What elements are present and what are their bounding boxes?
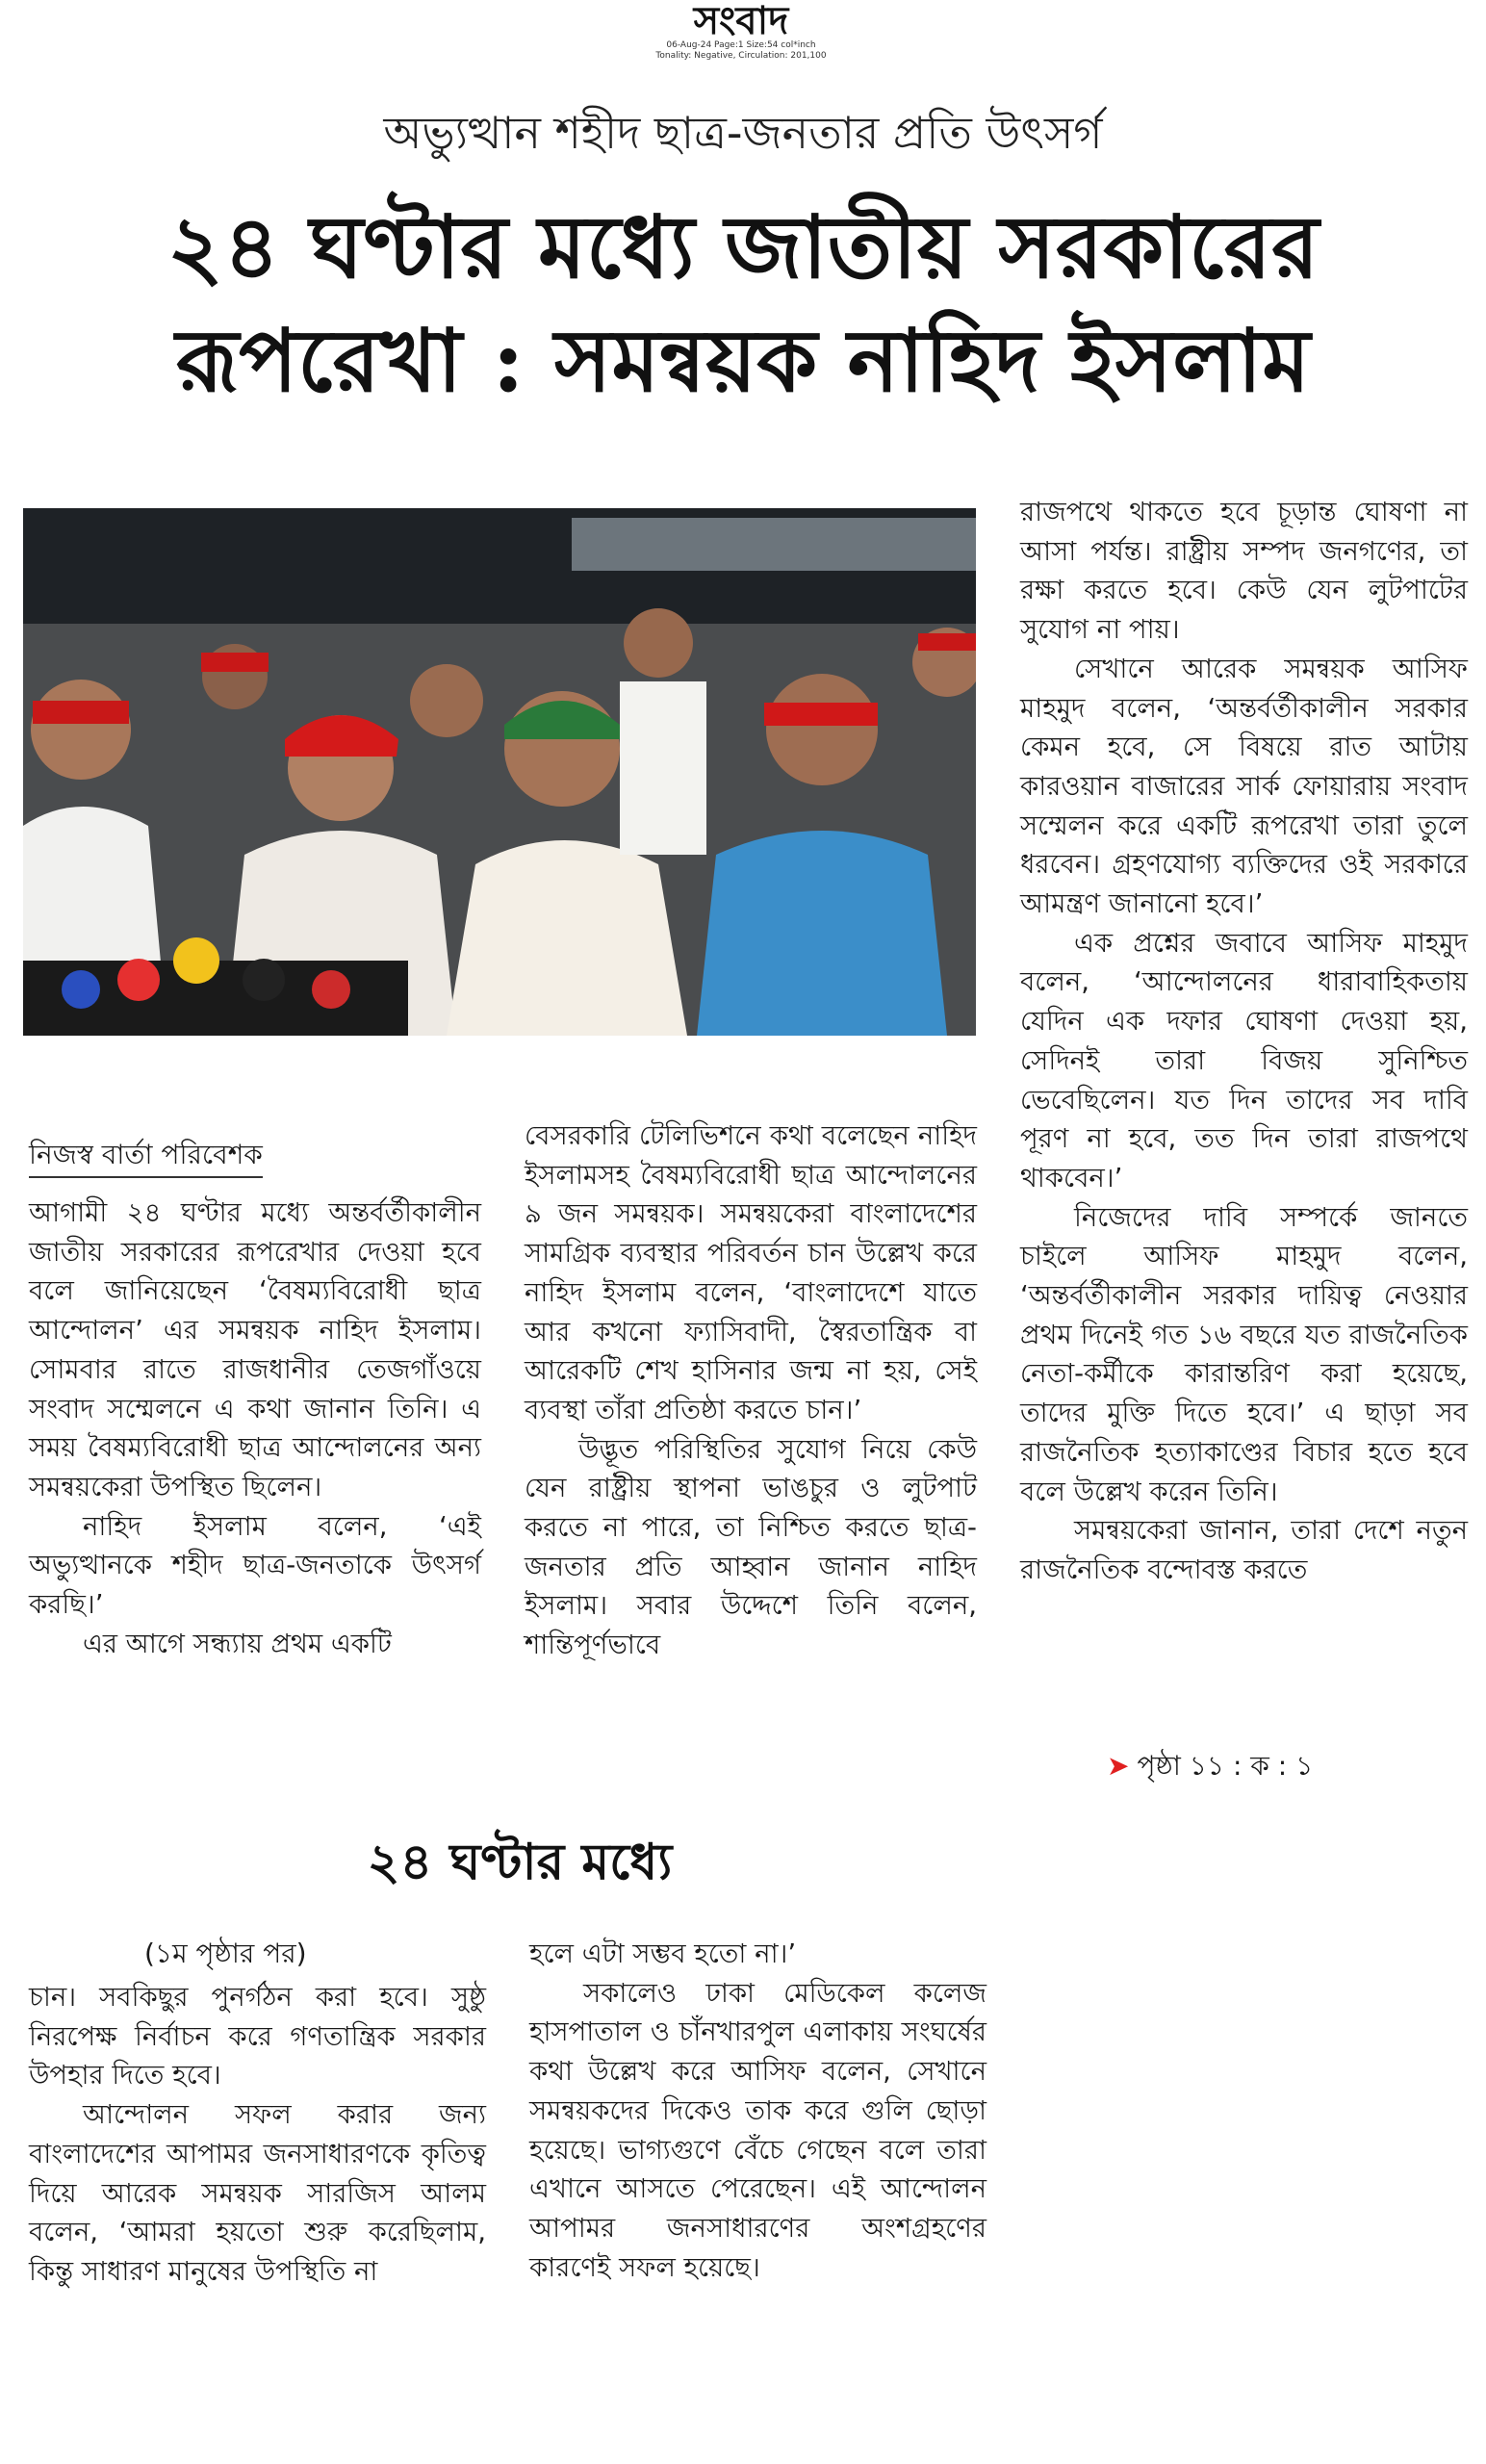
headline (19, 191, 1467, 418)
jump-page-text: পৃষ্ঠা ১১ : ক : ১ (1137, 1750, 1314, 1782)
paragraph: বেসরকারি টেলিভিশনে কথা বলেছেন নাহিদ ইসলামসহ বৈষম্যবিরোধী ছাত্র আন্দোলনের ৯ জন সমন্বয়ক। সমন্বয়কেরা বাংলাদেশের সামগ্রিক ব্যবস্থার পরিবর্তন চান উল্লেখ করে নাহিদ ইসলাম বলেন, ‘বাংলাদেশে যাতে আর কখনো ফ্যাসিবাদী, স্বৈরতান্ত্রিক বা আরেকটি শেখ হাসিনার জন্ম না হয়, সেই ব্যবস্থা তাঁরা প্রতিষ্ঠা করতে চান।’ (525, 1120, 977, 1425)
clipping-meta-line1: 06-Aug-24 Page:1 Size:54 col*inch (666, 40, 816, 50)
byline: নিজস্ব বার্তা পরিবেশক (29, 1136, 263, 1178)
paragraph: আন্দোলন সফল করার জন্য বাংলাদেশের আপামর জনসাধারণকে কৃতিত্ব দিয়ে আরেক সমন্বয়ক সারজিস আলম বলেন, ‘আমরা হয়তো শুরু করেছিলাম, কিন্তু সাধারণ মানুষের উপস্থিতি না (29, 2099, 486, 2287)
paragraph: নাহিদ ইসলাম বলেন, ‘এই অভ্যুত্থানকে শহীদ ছাত্র-জনতাকে উৎসর্গ করছি।’ (29, 1510, 481, 1621)
paragraph: হলে এটা সম্ভব হতো না।’ (529, 1938, 797, 1969)
paragraph: আগামী ২৪ ঘণ্টার মধ্যে অন্তর্বর্তীকালীন জাতীয় সরকারের রূপরেখার দেওয়া হবে বলে জানিয়েছেন ‘বৈষম্যবিরোধী ছাত্র আন্দোলন’ এর সমন্বয়ক নাহিদ ইসলাম। সোমবার রাতে রাজধানীর তেজগাঁওয়ে সংবাদ সম্মেলনে এ কথা জানান তিনি। এ সময় বৈষম্যবিরোধী ছাত্র আন্দোলনের অন্য সমন্বয়কেরা উপস্থিত ছিলেন। (29, 1197, 481, 1502)
paragraph: সমন্বয়কেরা জানান, তারা দেশে নতুন রাজনৈতিক বন্দোবস্ত করতে (1020, 1515, 1468, 1585)
continuation-from: (১ম পৃষ্ঠার পর) (144, 1938, 307, 1969)
paragraph: সেখানে আরেক সমন্বয়ক আসিফ মাহমুদ বলেন, ‘অন্তর্বর্তীকালীন সরকার কেমন হবে, সে বিষয়ে রাত আটায় কারওয়ান বাজারের সার্ক ফোয়ারায় সংবাদ সম্মেলন করে একটি রূপরেখা তারা তুলে ধরবেন। গ্রহণযোগ্য ব্যক্তিদের ওই সরকারে আমন্ত্রণ জানানো হবে।’ (1020, 653, 1468, 920)
article-column-3 (1020, 493, 1468, 1590)
continuation-column-2 (529, 1935, 986, 2287)
paragraph: চান। সবকিছুর পুনর্গঠন করা হবে। সুষ্ঠু নিরপেক্ষ নির্বাচন করে গণতান্ত্রিক সরকার উপহার দিতে হবে। (29, 1982, 486, 2092)
jump-reference (1107, 1747, 1313, 1785)
kicker: অভ্যুত্থান শহীদ ছাত্র-জনতার প্রতি উৎসর্গ (383, 107, 1103, 159)
article-column-1 (29, 1194, 481, 1663)
paragraph: এর আগে সন্ধ্যায় প্রথম একটি (83, 1628, 392, 1659)
paragraph: উদ্ভূত পরিস্থিতির সুযোগ নিয়ে কেউ যেন রাষ্ট্রীয় স্থাপনা ভাঙচুর ও লুটপাট করতে না পারে, তা নিশ্চিত করতে ছাত্র-জনতার প্রতি আহ্বান জানান নাহিদ ইসলাম। সবার উদ্দেশে তিনি বলেন, শান্তিপূর্ণভাবে (525, 1433, 977, 1661)
paragraph: নিজেদের দাবি সম্পর্কে জানতে চাইলে আসিফ মাহমুদ বলেন, ‘অন্তর্বর্তীকালীন সরকার দায়িত্ব নেওয়ার প্রথম দিনেই গত ১৬ বছরে যত রাজনৈতিক নেতা-কর্মীকে কারান্তরিণ করা হয়েছে, তাদের মুক্তি দিতে হবে।’ এ ছাড়া সব রাজনৈতিক হত্যাকাণ্ডের বিচার হতে হবে বলে উল্লেখ করেন তিনি। (1020, 1201, 1468, 1507)
continuation-title: ২৪ ঘণ্টার মধ্যে (367, 1833, 673, 1891)
article-column-2 (525, 1116, 977, 1665)
arrow-icon: ➤ (1107, 1750, 1130, 1782)
press-conference-photo (23, 508, 976, 1036)
paragraph: এক প্রশ্নের জবাবে আসিফ মাহমুদ বলেন, ‘আন্দোলনের ধারাবাহিকতায় যেদিন এক দফার ঘোষণা দেওয়া হয়, সেদিনই তারা বিজয় সুনিশ্চিত ভেবেছিলেন। যত দিন তাদের সব দাবি পূরণ না হবে, তত দিন তারা রাজপথে থাকবেন।’ (1020, 927, 1468, 1194)
headline-line2: রূপরেখা : সমন্বয়ক নাহিদ ইসলাম (175, 310, 1311, 412)
newspaper-masthead: সংবাদ (693, 0, 789, 43)
paragraph: সকালেও ঢাকা মেডিকেল কলেজ হাসপাতাল ও চাঁনখারপুল এলাকায় সংঘর্ষের কথা উল্লেখ করে আসিফ বলেন, সেখানে সমন্বয়কদের দিকেও তাক করে গুলি ছোড়া হয়েছে। ভাগ্যগুণে বেঁচে গেছেন বলে তারা এখানে আসতে পেরেছেন। এই আন্দোলন আপামর জনসাধারণের অংশগ্রহণের কারণেই সফল হয়েছে। (529, 1977, 986, 2283)
headline-line1: ২৪ ঘণ্টার মধ্যে জাতীয় সরকারের (167, 196, 1319, 298)
continuation-column-1 (29, 1978, 486, 2292)
paragraph: রাজপথে থাকতে হবে চূড়ান্ত ঘোষণা না আসা পর্যন্ত। রাষ্ট্রীয় সম্পদ জনগণের, তা রক্ষা করতে হবে। কেউ যেন লুটপাটের সুযোগ না পায়। (1020, 497, 1468, 646)
clipping-meta (626, 40, 857, 62)
clipping-meta-line2: Tonality: Negative, Circulation: 201,100 (655, 51, 827, 61)
